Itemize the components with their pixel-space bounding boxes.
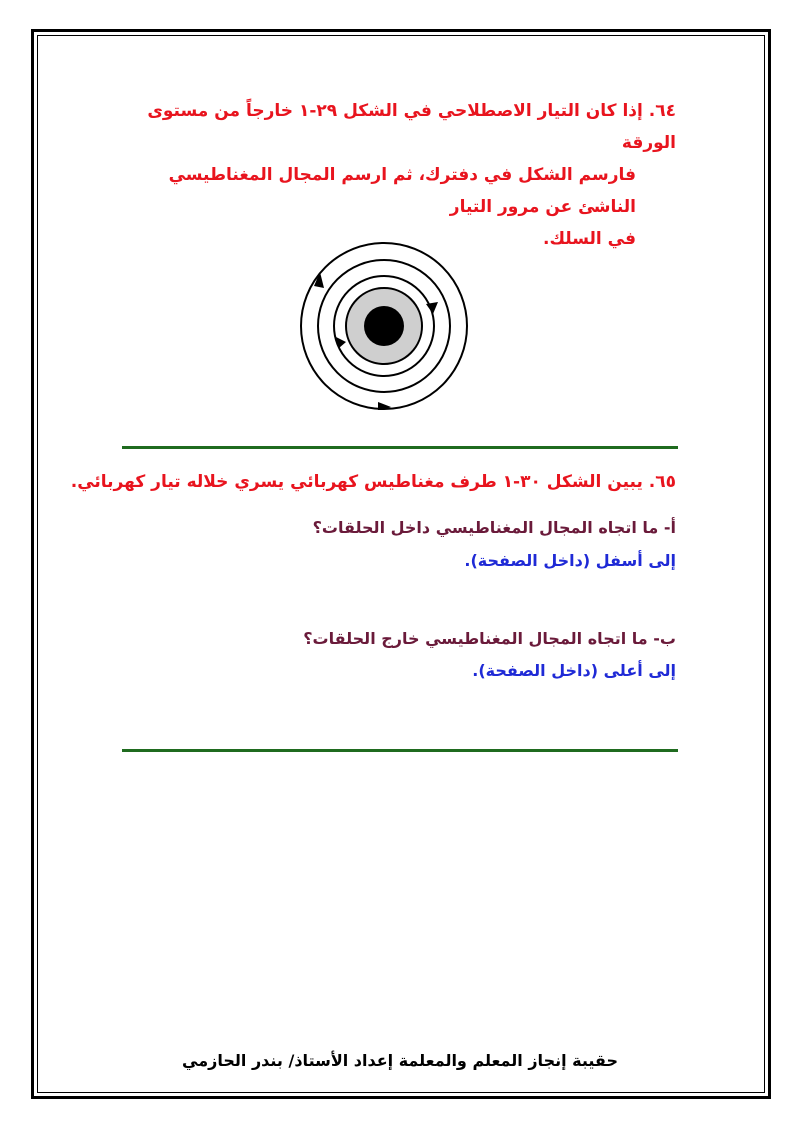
question-64-line2: فارسم الشكل في دفترك، ثم ارسم المجال المغناطيسي الناشئ عن مرور التيار — [168, 165, 636, 217]
question-65b-label: ب- — [653, 629, 676, 648]
question-65-number: ٦٥. — [648, 472, 676, 492]
question-65a-text: ما اتجاه المجال المغناطيسي داخل الحلقات؟ — [312, 518, 659, 537]
footer-credit: حقيبة إنجاز المعلم والمعلمة إعداد الأستاذ/ بندر الحازمي — [182, 1051, 618, 1070]
question-65a-label: أ- — [663, 518, 676, 537]
question-64 — [116, 95, 676, 255]
question-65b-text: ما اتجاه المجال المغناطيسي خارج الحلقات؟ — [303, 629, 648, 648]
answer-65b: إلى أعلى (داخل الصفحة). — [472, 661, 676, 680]
question-65 — [71, 472, 676, 492]
question-64-number: ٦٤. — [648, 101, 676, 121]
question-64-line3: في السلك. — [543, 229, 636, 249]
separator-top — [122, 446, 678, 449]
question-65-text: يبين الشكل ٣٠-١ طرف مغناطيس كهربائي يسري خلاله تيار كهربائي. — [70, 472, 643, 492]
magnetic-field-figure — [296, 242, 472, 410]
wire-current-dot — [364, 306, 404, 346]
answer-65a: إلى أسفل (داخل الصفحة). — [464, 551, 676, 570]
separator-bottom — [122, 749, 678, 752]
question-65b — [303, 629, 676, 648]
question-64-text: إذا كان التيار الاصطلاحي في الشكل ٢٩-١ خارجاً من مستوى الورقة — [147, 101, 676, 153]
question-64-line1 — [116, 95, 676, 159]
question-65a — [313, 518, 676, 537]
arrow-inner-icon — [426, 302, 438, 314]
